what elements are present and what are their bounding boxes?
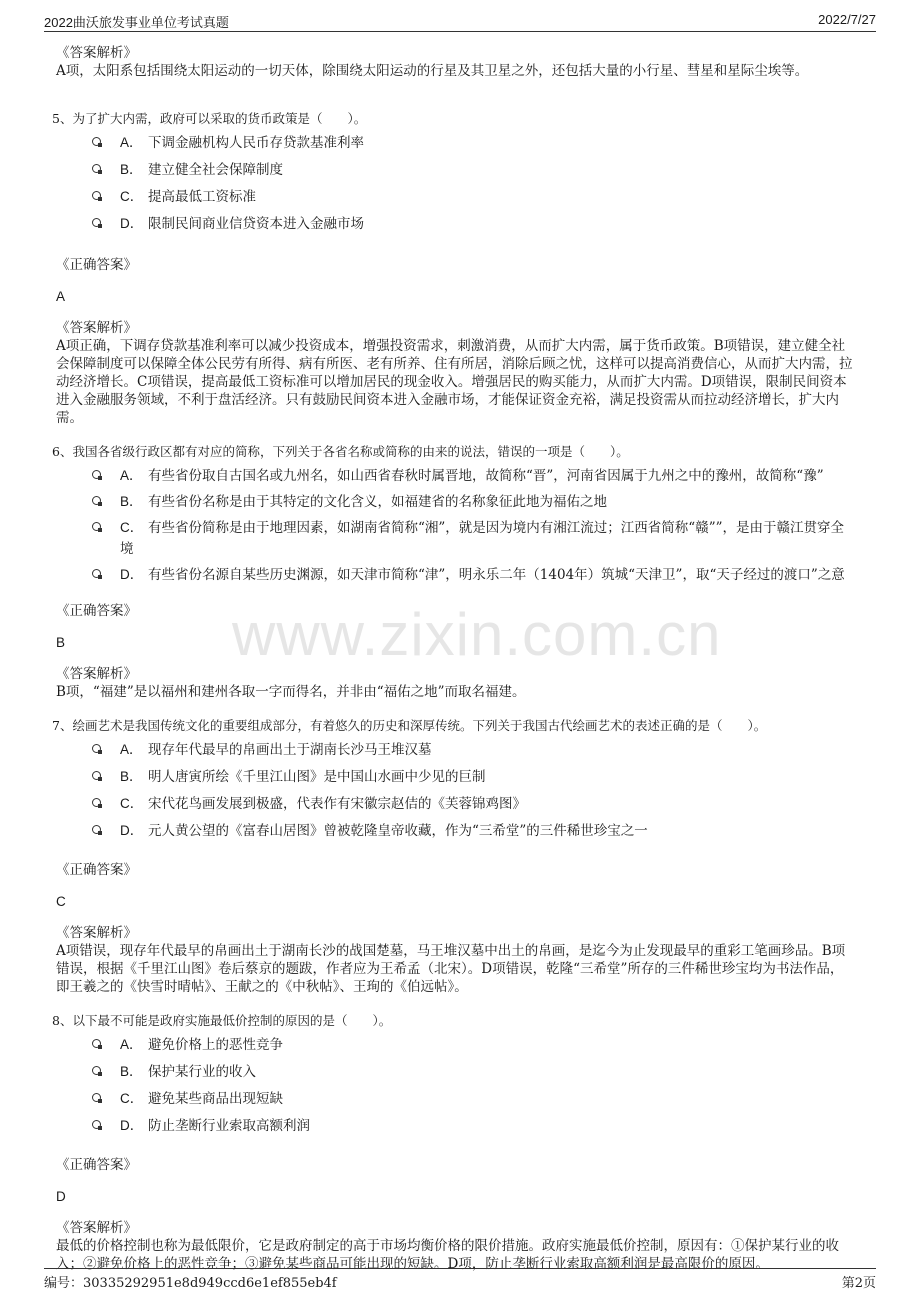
radio-icon[interactable] [92, 470, 101, 479]
question-stem: 5、为了扩大内需，政府可以采取的货币政策是（ ）。 [52, 111, 367, 126]
question-stem: 8、以下最不可能是政府实施最低价控制的原因的是（ ）。 [52, 1013, 392, 1028]
radio-icon[interactable] [92, 798, 101, 807]
radio-icon[interactable] [92, 1039, 101, 1048]
option-d[interactable]: D． 限制民间商业信贷资本进入金融市场 [92, 213, 856, 235]
question-stem: 6、我国各省级行政区都有对应的简称，下列关于各省名称或简称的由来的说法，错误的一项是（ ）。 [52, 444, 629, 459]
radio-icon[interactable] [92, 1066, 101, 1075]
correct-answer: D [56, 1188, 66, 1204]
answer-analysis: A项错误，现存年代最早的帛画出土于湖南长沙的战国楚墓，马王堆汉墓中出土的帛画，是迄今为止发现最早的重彩工笔画珍品。B项错误，根据《千里江山图》卷后蔡京的题跋，作者应为王希孟（北宋）。D项错误，乾隆“三希堂”所存的三件稀世珍宝均为书法作品，即王羲之的《快雪时晴帖》、王献之的《中秋帖》、王珣的《伯远帖》。 [56, 943, 846, 995]
option-c[interactable]: C． 宋代花鸟画发展到极盛，代表作有宋徽宗赵佶的《芙蓉锦鸡图》 [92, 793, 856, 815]
radio-icon[interactable] [92, 164, 101, 173]
answer-analysis: A项正确，下调存贷款基准利率可以减少投资成本，增强投资需求，刺激消费，从而扩大内需，属于货币政策。B项错误，建立健全社会保障制度可以保障全体公民劳有所得、病有所医、老有所养、住有所居，消除后顾之忧，这样可以提高消费信心，从而扩大内需，拉动经济增长。C项错误，提高最低工资标准可以增加居民的现金收入。增强居民的购买能力，从而扩大内需。D项错误，限制民间资本进入金融服务领域，不利于盘活经济。只有鼓励民间资本进入金融市场，才能保证资金充裕，满足投资需从而拉动经济增长，扩大内需。 [56, 338, 853, 426]
footer-divider [44, 1268, 876, 1269]
page-header [44, 12, 876, 30]
intro-analysis: A项，太阳系包括围绕太阳运动的一切天体，除围绕太阳运动的行星及其卫星之外，还包括大量的小行星、彗星和星际尘埃等。 [56, 63, 809, 79]
radio-icon[interactable] [92, 771, 101, 780]
option-d[interactable]: D． 有些省份名源自某些历史渊源，如天津市简称“津”，明永乐二年（1404年）筑城“天津卫”，取“天子经过的渡口”之意 [92, 564, 856, 586]
analysis-label: 《答案解析》 [56, 320, 137, 336]
page-footer [44, 1272, 876, 1290]
radio-icon[interactable] [92, 137, 101, 146]
radio-icon[interactable] [92, 191, 101, 200]
options-list [56, 1034, 856, 1137]
option-d[interactable]: D． 元人黄公望的《富春山居图》曾被乾隆皇帝收藏，作为“三希堂”的三件稀世珍宝之一 [92, 820, 856, 842]
question-stem: 7、绘画艺术是我国传统文化的重要组成部分，有着悠久的历史和深厚传统。下列关于我国古代绘画艺术的表述正确的是（ ）。 [52, 718, 767, 733]
header-divider [44, 31, 876, 32]
answer-label: 《正确答案》 [56, 862, 137, 878]
option-c[interactable]: C． 有些省份简称是由于地理因素，如湖南省简称“湘”，就是因为境内有湘江流过；江西省简称“赣””，是由于赣江贯穿全境 [92, 517, 856, 560]
radio-icon[interactable] [92, 522, 101, 531]
options-list [56, 465, 856, 586]
option-a[interactable]: A． 下调金融机构人民币存贷款基准利率 [92, 132, 856, 154]
radio-icon[interactable] [92, 1120, 101, 1129]
option-a[interactable]: A． 避免价格上的恶性竞争 [92, 1034, 856, 1056]
radio-icon[interactable] [92, 1093, 101, 1102]
option-a[interactable]: A． 现存年代最早的帛画出土于湖南长沙马王堆汉墓 [92, 739, 856, 761]
answer-analysis: 最低的价格控制也称为最低限价，它是政府制定的高于市场均衡价格的限价措施。政府实施最低价控制，原因有：①保护某行业的收入；②避免价格上的恶性竞争；③避免某些商品可能出现的短缺。D项，防止垄断行业索取高额利润是最高限价的原因。 [56, 1238, 839, 1272]
analysis-label: 《答案解析》 [56, 1220, 137, 1236]
option-b[interactable]: B． 有些省份名称是由于其特定的文化含义，如福建省的名称象征此地为福佑之地 [92, 491, 856, 513]
answer-label: 《正确答案》 [56, 603, 137, 619]
analysis-label: 《答案解析》 [56, 666, 137, 682]
options-list [56, 739, 856, 842]
option-b[interactable]: B． 明人唐寅所绘《千里江山图》是中国山水画中少见的巨制 [92, 766, 856, 788]
radio-icon[interactable] [92, 744, 101, 753]
document-code: 编号：30335292951e8d949ccd6e1ef855eb4f [44, 1276, 337, 1291]
radio-icon[interactable] [92, 825, 101, 834]
document-title: 2022曲沃旅发事业单位考试真题 [44, 15, 229, 30]
option-b[interactable]: B． 保护某行业的收入 [92, 1061, 856, 1083]
radio-icon[interactable] [92, 569, 101, 578]
answer-label: 《正确答案》 [56, 1157, 137, 1173]
correct-answer: C [56, 893, 66, 909]
analysis-label: 《答案解析》 [56, 925, 137, 941]
option-c[interactable]: C． 提高最低工资标准 [92, 186, 856, 208]
watermark: www.zixin.com.cn [232, 601, 722, 668]
option-d[interactable]: D． 防止垄断行业索取高额利润 [92, 1115, 856, 1137]
document-date: 2022/7/27 [818, 12, 876, 27]
analysis-label: 《答案解析》 [56, 45, 137, 61]
page-number: 第2页 [841, 1276, 876, 1291]
answer-analysis: B项，“福建”是以福州和建州各取一字而得名，并非由“福佑之地”而取名福建。 [56, 684, 526, 700]
options-list [56, 132, 856, 235]
main-content [52, 44, 856, 1273]
option-c[interactable]: C． 避免某些商品出现短缺 [92, 1088, 856, 1110]
correct-answer: B [56, 634, 66, 650]
radio-icon[interactable] [92, 218, 101, 227]
answer-label: 《正确答案》 [56, 257, 137, 273]
correct-answer: A [56, 288, 66, 304]
option-a[interactable]: A． 有些省份取自古国名或九州名，如山西省春秋时属晋地，故简称“晋”，河南省因属于九州之中的豫州，故简称“豫” [92, 465, 856, 487]
option-b[interactable]: B． 建立健全社会保障制度 [92, 159, 856, 181]
radio-icon[interactable] [92, 496, 101, 505]
